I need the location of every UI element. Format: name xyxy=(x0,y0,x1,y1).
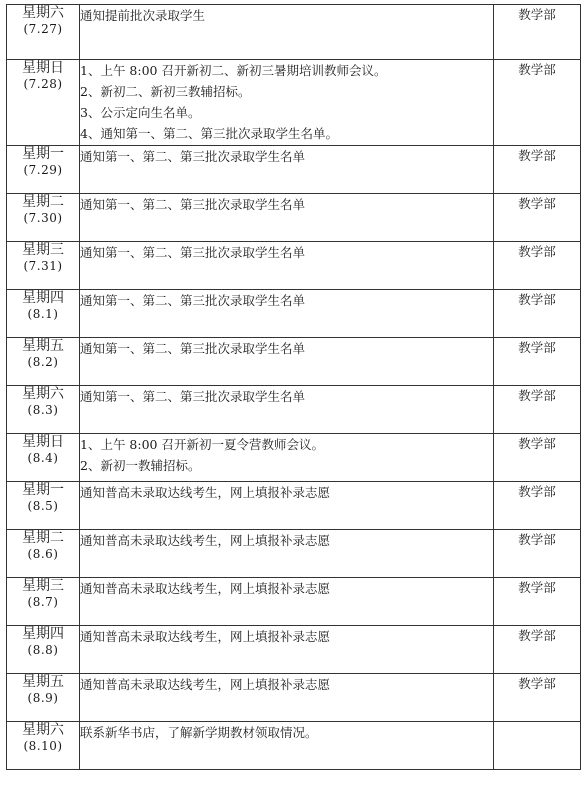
department-cell xyxy=(494,626,581,674)
date-label: (7.28) xyxy=(23,77,63,91)
task-cell xyxy=(80,530,494,578)
weekday-label: 星期六 xyxy=(22,386,64,402)
task-line: 联系新华书店，了解新学期教材领取情况。 xyxy=(80,725,318,740)
schedule-row xyxy=(7,146,581,194)
task-line: 通知提前批次录取学生 xyxy=(80,8,206,23)
date-label: (8.5) xyxy=(27,499,59,513)
task-cell xyxy=(80,626,494,674)
task-cell xyxy=(80,674,494,722)
task-line: 通知普高未录取达线考生，网上填报补录志愿 xyxy=(80,581,331,596)
task-line: 通知第一、第二、第三批次录取学生名单 xyxy=(80,389,306,404)
department-cell xyxy=(494,386,581,434)
task-line: 通知普高未录取达线考生，网上填报补录志愿 xyxy=(80,677,331,692)
schedule-row xyxy=(7,722,581,770)
schedule-row xyxy=(7,60,581,146)
weekday-label: 星期五 xyxy=(22,338,64,354)
department-label: 教学部 xyxy=(518,580,556,595)
department-cell xyxy=(494,482,581,530)
schedule-row xyxy=(7,290,581,338)
department-label: 教学部 xyxy=(518,628,556,643)
department-label: 教学部 xyxy=(518,436,556,451)
schedule-body xyxy=(7,5,581,770)
schedule-row xyxy=(7,482,581,530)
day-cell xyxy=(7,338,80,386)
department-label: 教学部 xyxy=(518,62,556,77)
task-line: 通知第一、第二、第三批次录取学生名单 xyxy=(80,341,306,356)
department-cell xyxy=(494,60,581,146)
date-label: (8.2) xyxy=(27,355,59,369)
department-label: 教学部 xyxy=(518,196,556,211)
weekday-label: 星期一 xyxy=(22,146,64,162)
task-cell xyxy=(80,290,494,338)
department-cell xyxy=(494,674,581,722)
weekday-label: 星期日 xyxy=(22,60,64,76)
task-cell xyxy=(80,5,494,60)
department-label: 教学部 xyxy=(518,244,556,259)
department-cell xyxy=(494,338,581,386)
day-cell xyxy=(7,290,80,338)
weekday-label: 星期二 xyxy=(22,194,64,210)
task-cell xyxy=(80,242,494,290)
weekday-label: 星期五 xyxy=(22,674,64,690)
day-cell xyxy=(7,530,80,578)
department-cell xyxy=(494,434,581,482)
day-cell xyxy=(7,626,80,674)
day-cell xyxy=(7,578,80,626)
department-cell xyxy=(494,578,581,626)
date-label: (7.29) xyxy=(23,163,63,177)
task-line: 4、通知第一、第二、第三批次录取学生名单。 xyxy=(80,126,338,141)
task-line: 1、上午 8:00 召开新初一夏令营教师会议。 xyxy=(80,437,324,452)
department-cell xyxy=(494,530,581,578)
date-label: (8.4) xyxy=(27,451,59,465)
task-cell xyxy=(80,146,494,194)
date-label: (8.8) xyxy=(27,643,59,657)
day-cell xyxy=(7,386,80,434)
task-cell xyxy=(80,338,494,386)
department-label: 教学部 xyxy=(518,340,556,355)
weekday-label: 星期三 xyxy=(22,242,64,258)
weekday-label: 星期六 xyxy=(22,5,64,21)
date-label: (7.31) xyxy=(23,259,63,273)
department-label: 教学部 xyxy=(518,532,556,547)
day-cell xyxy=(7,194,80,242)
date-label: (8.10) xyxy=(23,739,63,753)
weekday-label: 星期四 xyxy=(22,290,64,306)
task-line: 通知第一、第二、第三批次录取学生名单 xyxy=(80,245,306,260)
department-label: 教学部 xyxy=(518,676,556,691)
date-label: (7.27) xyxy=(23,22,63,36)
department-cell xyxy=(494,146,581,194)
department-label: 教学部 xyxy=(518,7,556,22)
department-cell xyxy=(494,722,581,770)
day-cell xyxy=(7,722,80,770)
weekday-label: 星期三 xyxy=(22,578,64,594)
weekday-label: 星期二 xyxy=(22,530,64,546)
day-cell xyxy=(7,434,80,482)
task-line: 通知普高未录取达线考生，网上填报补录志愿 xyxy=(80,533,331,548)
task-cell xyxy=(80,60,494,146)
task-line: 通知普高未录取达线考生，网上填报补录志愿 xyxy=(80,629,331,644)
department-label: 教学部 xyxy=(518,292,556,307)
schedule-row xyxy=(7,434,581,482)
task-cell xyxy=(80,482,494,530)
day-cell xyxy=(7,60,80,146)
weekday-label: 星期六 xyxy=(22,722,64,738)
task-line: 通知第一、第二、第三批次录取学生名单 xyxy=(80,293,306,308)
task-line: 2、新初二、新初三教辅招标。 xyxy=(80,84,251,99)
task-line: 2、新初一教辅招标。 xyxy=(80,458,201,473)
task-cell xyxy=(80,434,494,482)
date-label: (8.1) xyxy=(27,307,59,321)
schedule-row xyxy=(7,626,581,674)
department-label xyxy=(494,722,580,723)
task-cell xyxy=(80,722,494,770)
department-label: 教学部 xyxy=(518,484,556,499)
schedule-row xyxy=(7,578,581,626)
weekday-label: 星期四 xyxy=(22,626,64,642)
weekday-label: 星期一 xyxy=(22,482,64,498)
task-line: 1、上午 8:00 召开新初二、新初三暑期培训教师会议。 xyxy=(80,63,387,78)
task-line: 通知第一、第二、第三批次录取学生名单 xyxy=(80,197,306,212)
schedule-row xyxy=(7,386,581,434)
department-cell xyxy=(494,5,581,60)
department-cell xyxy=(494,194,581,242)
day-cell xyxy=(7,5,80,60)
date-label: (7.30) xyxy=(23,211,63,225)
date-label: (8.9) xyxy=(27,691,59,705)
schedule-row xyxy=(7,5,581,60)
task-line: 3、公示定向生名单。 xyxy=(80,105,201,120)
date-label: (8.3) xyxy=(27,403,59,417)
day-cell xyxy=(7,146,80,194)
day-cell xyxy=(7,674,80,722)
day-cell xyxy=(7,482,80,530)
schedule-row xyxy=(7,674,581,722)
schedule-row xyxy=(7,530,581,578)
weekday-label: 星期日 xyxy=(22,434,64,450)
department-label: 教学部 xyxy=(518,148,556,163)
schedule-row xyxy=(7,242,581,290)
schedule-row xyxy=(7,194,581,242)
day-cell xyxy=(7,242,80,290)
schedule-table xyxy=(6,4,581,770)
task-cell xyxy=(80,578,494,626)
department-label: 教学部 xyxy=(518,388,556,403)
schedule-row xyxy=(7,338,581,386)
date-label: (8.7) xyxy=(27,595,59,609)
department-cell xyxy=(494,290,581,338)
task-line: 通知第一、第二、第三批次录取学生名单 xyxy=(80,149,306,164)
task-cell xyxy=(80,194,494,242)
task-line: 通知普高未录取达线考生，网上填报补录志愿 xyxy=(80,485,331,500)
department-cell xyxy=(494,242,581,290)
task-cell xyxy=(80,386,494,434)
date-label: (8.6) xyxy=(27,547,59,561)
